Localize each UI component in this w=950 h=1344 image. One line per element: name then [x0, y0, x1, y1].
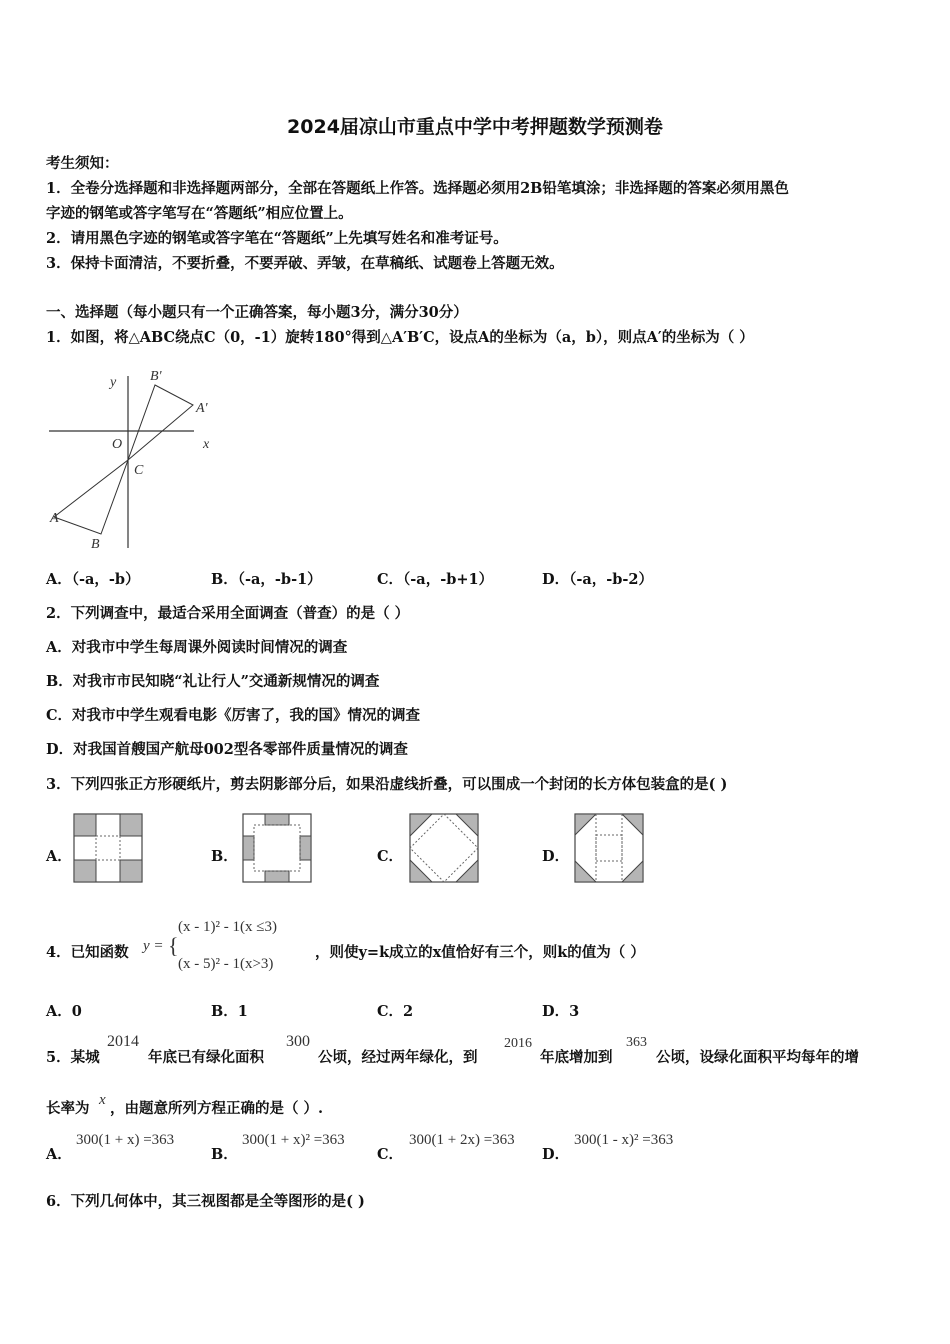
notice-line-1: 1．全卷分选择题和非选择题两部分，全部在答题纸上作答。选择题必须用2B铅笔填涂；非选择题的答案必须用黑色 [46, 180, 789, 197]
q1-option-b: B．（-a，-b-1） [211, 571, 322, 588]
point-a-prime-label: A' [196, 401, 208, 416]
q5-text-5: 公顷，设绿化面积平均每年的增 [656, 1049, 859, 1066]
q5-formula-c: 300(1 + 2x) =363 [409, 1132, 515, 1148]
q1-option-d: D．（-a，-b-2） [542, 571, 654, 588]
q4-option-a: A．0 [46, 1003, 82, 1020]
point-a-label: A [50, 511, 59, 526]
notice-heading: 考生须知： [46, 155, 119, 172]
q5-formula-a: 300(1 + x) =363 [76, 1132, 175, 1148]
q3-net-b [242, 813, 312, 883]
q5-variable-x: x [99, 1092, 106, 1108]
section-heading: 一、选择题（每小题只有一个正确答案，每小题3分，满分30分） [46, 304, 468, 321]
q5-formula-b: 300(1 + x)² =363 [242, 1132, 345, 1148]
q3-label-c: C． [377, 848, 404, 865]
q3-net-c [409, 813, 479, 883]
q2-option-b: B．对我市市民知晓“礼让行人”交通新规情况的调查 [46, 673, 380, 690]
q5-label-b: B． [211, 1146, 238, 1163]
q5-label-c: C． [377, 1146, 404, 1163]
q2-option-c: C．对我市中学生观看电影《厉害了，我的国》情况的调查 [46, 707, 421, 724]
q4-suffix: ，则使y=k成立的x值恰好有三个，则k的值为（ ） [315, 944, 645, 961]
point-b-prime-label: B' [150, 369, 162, 384]
q1-option-c: C．（-a，-b+1） [377, 571, 494, 588]
q4-option-d: D．3 [542, 1003, 580, 1020]
q4-option-b: B．1 [211, 1003, 248, 1020]
q5-label-a: A． [46, 1146, 72, 1163]
q4-case-1: (x - 1)² - 1(x ≤3) [178, 919, 277, 935]
q2-option-a: A．对我市中学生每周课外阅读时间情况的调查 [46, 639, 348, 656]
q3-label-a: A． [46, 848, 72, 865]
q5-text-2: 年底已有绿化面积 [148, 1049, 264, 1066]
q1-option-a: A．（-a，-b） [46, 571, 140, 588]
q5-text-1: 5．某城 [46, 1049, 100, 1066]
q3-net-d [574, 813, 644, 883]
x-axis-label: x [203, 437, 210, 452]
q5-text-3: 公顷，经过两年绿化，到 [318, 1049, 478, 1066]
q2-option-d: D．对我国首艘国产航母002型各零部件质量情况的调查 [46, 741, 408, 758]
notice-line-3: 2．请用黑色字迹的钢笔或答字笔在“答题纸”上先填写姓名和准考证号。 [46, 230, 508, 247]
q1-rotation-figure [46, 362, 226, 554]
page-title: 2024届凉山市重点中学中考押题数学预测卷 [287, 116, 663, 138]
y-axis-label: y [110, 375, 117, 390]
q6-stem: 6．下列几何体中，其三视图都是全等图形的是( ) [46, 1193, 365, 1210]
q3-label-b: B． [211, 848, 238, 865]
q5-text-6: 长率为 [46, 1100, 90, 1117]
q3-net-a [73, 813, 143, 883]
q5-year-2016: 2016 [504, 1036, 532, 1051]
q3-stem: 3．下列四张正方形硬纸片，剪去阴影部分后，如果沿虚线折叠，可以围成一个封闭的长方体包装盒的是( ) [46, 776, 728, 793]
q1-stem: 1．如图，将△ABC绕点C（0，-1）旋转180°得到△A′B′C，设点A的坐标为（a，b），则点A′的坐标为（ ） [46, 329, 754, 346]
q2-stem: 2．下列调查中，最适合采用全面调查（普查）的是（ ） [46, 605, 410, 622]
notice-line-2: 字迹的钢笔或答字笔写在“答题纸”相应位置上。 [46, 205, 353, 222]
q5-text-4: 年底增加到 [540, 1049, 613, 1066]
q4-option-c: C．2 [377, 1003, 414, 1020]
q5-formula-d: 300(1 - x)² =363 [574, 1132, 674, 1148]
q5-label-d: D． [542, 1146, 570, 1163]
origin-label: O [112, 437, 123, 452]
q4-brace: { [168, 933, 179, 958]
point-c-label: C [134, 463, 144, 478]
q4-prefix: 4．已知函数 [46, 944, 129, 961]
q4-y-equals: y = [143, 938, 164, 954]
q5-text-7: ，由题意所列方程正确的是（ ）. [110, 1100, 324, 1117]
q5-area-363: 363 [626, 1035, 647, 1050]
q5-year-2014: 2014 [107, 1033, 139, 1050]
point-b-label: B [91, 537, 100, 552]
q5-area-300: 300 [286, 1033, 310, 1050]
notice-line-4: 3．保持卡面清洁，不要折叠，不要弄破、弄皱，在草稿纸、试题卷上答题无效。 [46, 255, 564, 272]
q4-case-2: (x - 5)² - 1(x>3) [178, 956, 274, 972]
q3-label-d: D． [542, 848, 570, 865]
